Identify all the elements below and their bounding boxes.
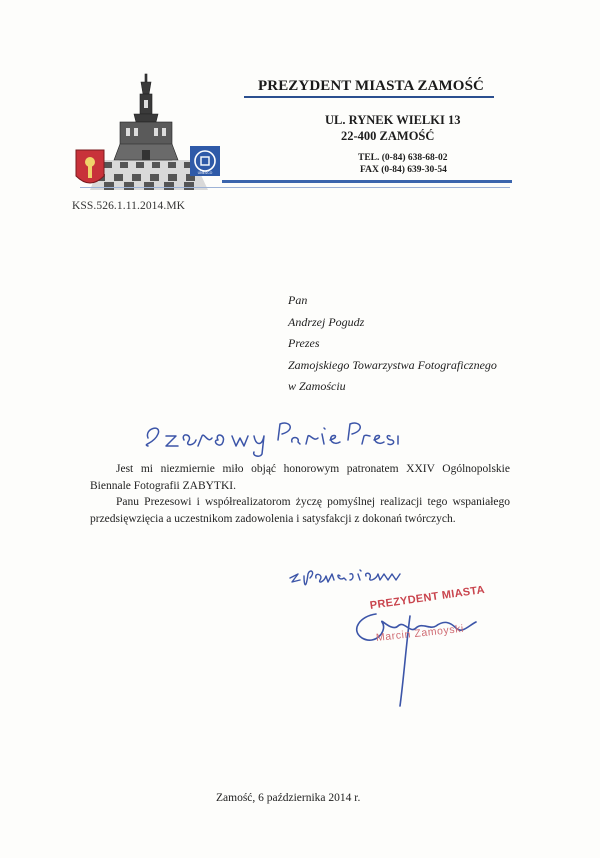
header-title: PREZYDENT MIASTA ZAMOŚĆ [258, 78, 484, 94]
recipient-organization: Zamojskiego Towarzystwa Fotograficznego [288, 357, 497, 372]
recipient-block [288, 290, 497, 398]
handwritten-salutation [140, 410, 400, 460]
contact-info [358, 152, 447, 176]
reference-number: KSS.526.1.11.2014.MK [72, 200, 186, 212]
recipient-salutation: Pan [288, 293, 308, 307]
stamp-name: Marcin Zamoyski [375, 622, 465, 644]
body-paragraph-1: Jest mi niezmiernie miło objąć honorowym patronatem XXIV Ogólnopolskie Biennale Fotografii ZABYTKI. [90, 463, 510, 492]
header-bottom-rule [222, 180, 512, 183]
recipient-title: Prezes [288, 336, 320, 350]
recipient-name: Andrzej Pogudz [288, 314, 365, 329]
header-divider [244, 96, 494, 98]
signature-note-text: z poważaniem [280, 556, 286, 557]
recipient-city: w Zamościu [288, 379, 346, 393]
address-city: 22-400 ZAMOŚĆ [341, 129, 435, 143]
office-address [325, 112, 460, 144]
heritage-emblem-icon [190, 146, 220, 176]
salutation-text: Szanowny Panie Prezesie [140, 410, 151, 411]
fax-number: FAX (0-84) 639-30-54 [360, 165, 447, 175]
phone-number: TEL. (0-84) 638-68-02 [358, 153, 448, 163]
stamp-title: PREZYDENT MIASTA [369, 583, 486, 612]
coat-of-arms-icon [76, 150, 104, 183]
header-bottom-rule-thin [80, 187, 510, 188]
svg-text:UNESCO: UNESCO [197, 171, 213, 175]
letter-body [90, 461, 510, 527]
body-paragraph-2: Panu Prezesowi i współrealizatorom życzę pomyślnej realizacji tego wspaniałego przedsięwzięcia a uczestnikom zadowolenia i satysfakcji z dokonań twórczych. [90, 496, 510, 525]
city-logo-icon [74, 72, 222, 192]
date-place: Zamość, 6 października 2014 r. [216, 792, 361, 804]
town-hall-icon [114, 74, 178, 160]
address-street: UL. RYNEK WIELKI 13 [325, 113, 461, 127]
